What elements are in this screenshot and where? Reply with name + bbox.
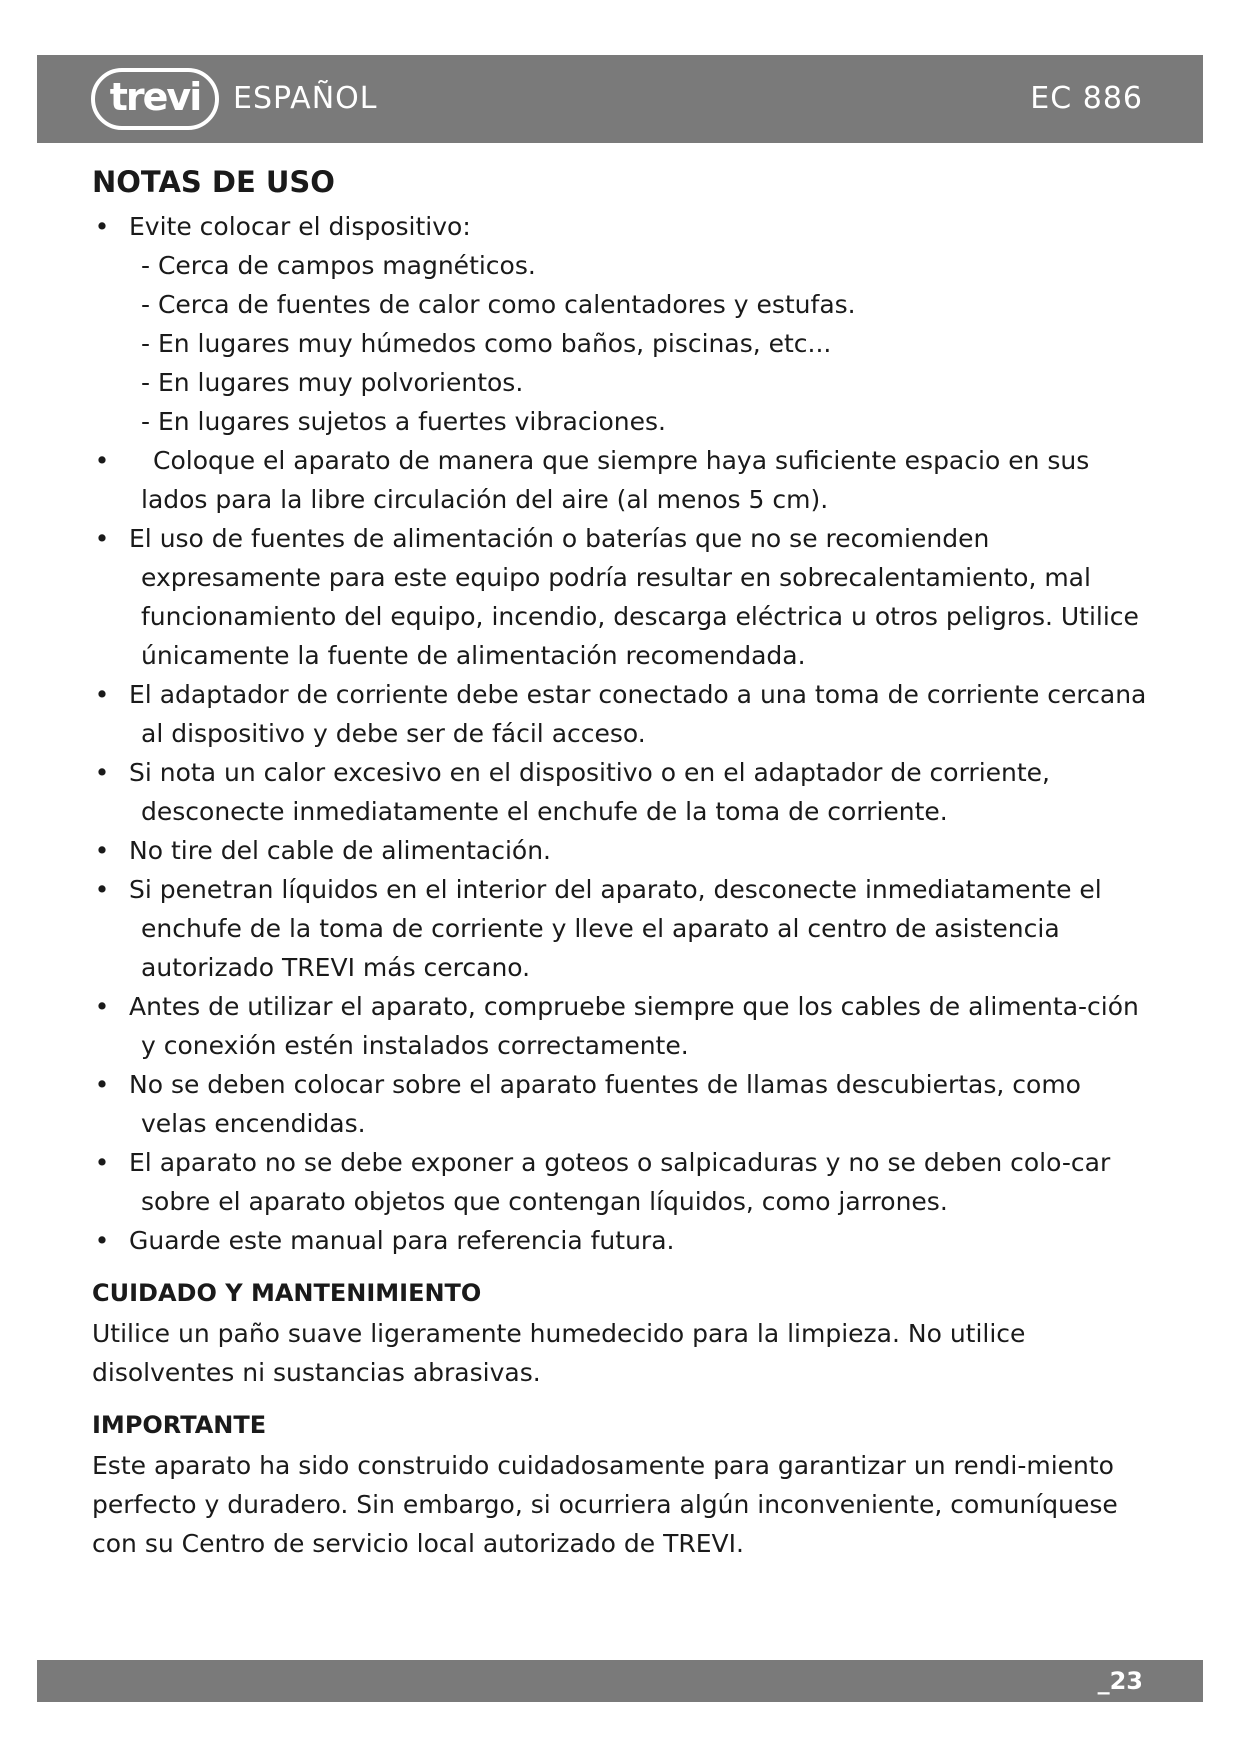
bullet-icon: •: [94, 875, 110, 904]
bullet-icon: •: [94, 212, 110, 241]
usage-notes-list: [92, 207, 1152, 1260]
section-title-notas: NOTAS DE USO: [92, 165, 335, 199]
section-title-cuidado: CUIDADO Y MANTENIMIENTO: [92, 1279, 482, 1307]
bullet-icon: •: [94, 524, 110, 553]
list-item-text: Antes de utilizar el aparato, compruebe siempre que los cables de alimenta-ción y conexión estén instalados correctamente.: [129, 992, 1139, 1060]
list-item: [92, 831, 1152, 870]
bullet-icon: •: [94, 1226, 110, 1255]
list-item-text: Coloque el aparato de manera que siempre haya suficiente espacio en sus lados para la libre circulación del aire (al menos 5 cm).: [141, 446, 1090, 514]
language-label: ESPAÑOL: [233, 81, 378, 116]
importante-text: Este aparato ha sido construido cuidadosamente para garantizar un rendi-miento perfecto y duradero. Sin embargo, si ocurriera algún inconveniente, comuníquese con su Centro de servicio local autorizado de TREVI.: [92, 1451, 1118, 1558]
list-item: [92, 1221, 1152, 1260]
bullet-icon: •: [94, 836, 110, 865]
sub-list-item: - En lugares muy húmedos como baños, piscinas, etc...: [141, 329, 832, 358]
list-item-text: Evite colocar el dispositivo:: [129, 212, 471, 241]
list-item-text: El aparato no se debe exponer a goteos o salpicaduras y no se deben colo-car sobre el aparato objetos que contengan líquidos, como jarrones.: [129, 1148, 1111, 1216]
list-item: [92, 870, 1152, 987]
list-item-text: Si nota un calor excesivo en el dispositivo o en el adaptador de corriente, desconecte inmediatamente el enchufe de la toma de corriente.: [129, 758, 1051, 826]
list-item-text: El adaptador de corriente debe estar conectado a una toma de corriente cercana al dispositivo y debe ser de fácil acceso.: [129, 680, 1147, 748]
list-item: [92, 441, 1152, 519]
list-item-text: El uso de fuentes de alimentación o baterías que no se recomienden expresamente para este equipo podría resultar en sobrecalentamiento, mal funcionamiento del equipo, incendio, descarga eléctrica u otros peligros. Utilice únicamente la fuente de alimentación recomendada.: [129, 524, 1139, 670]
list-item-text: No se deben colocar sobre el aparato fuentes de llamas descubiertas, como velas encendidas.: [129, 1070, 1081, 1138]
list-item: [92, 519, 1152, 675]
list-item: [92, 753, 1152, 831]
page-header: [37, 55, 1203, 143]
page-footer: [37, 1660, 1203, 1702]
sub-list-item: - Cerca de fuentes de calor como calentadores y estufas.: [141, 290, 856, 319]
trevi-logo: [91, 68, 219, 130]
bullet-icon: •: [94, 680, 110, 709]
bullet-icon: •: [94, 446, 110, 475]
list-item-text: Guarde este manual para referencia futura.: [129, 1226, 675, 1255]
bullet-icon: •: [94, 1148, 110, 1177]
list-item-text: No tire del cable de alimentación.: [129, 836, 551, 865]
model-label: EC 886: [1030, 81, 1143, 116]
bullet-icon: •: [94, 1070, 110, 1099]
page-content: [92, 160, 1152, 1563]
sub-list-item: - En lugares muy polvorientos.: [141, 368, 524, 397]
list-item: [92, 1143, 1152, 1221]
list-item: [92, 207, 1152, 441]
sub-list-item: - Cerca de campos magnéticos.: [141, 251, 536, 280]
list-item: [92, 987, 1152, 1065]
logo-text: trevi: [109, 75, 201, 119]
section-title-importante: IMPORTANTE: [92, 1411, 267, 1439]
sub-list-item: - En lugares sujetos a fuertes vibraciones.: [141, 407, 666, 436]
page-number: _23: [1097, 1667, 1143, 1695]
list-item: [92, 675, 1152, 753]
list-item-text: Si penetran líquidos en el interior del aparato, desconecte inmediatamente el enchufe de la toma de corriente y lleve el aparato al centro de asistencia autorizado TREVI más cercano.: [129, 875, 1102, 982]
bullet-icon: •: [94, 758, 110, 787]
list-item: [92, 1065, 1152, 1143]
bullet-icon: •: [94, 992, 110, 1021]
cuidado-text: Utilice un paño suave ligeramente humedecido para la limpieza. No utilice disolventes ni sustancias abrasivas.: [92, 1319, 1026, 1387]
sub-list: [129, 246, 1152, 441]
